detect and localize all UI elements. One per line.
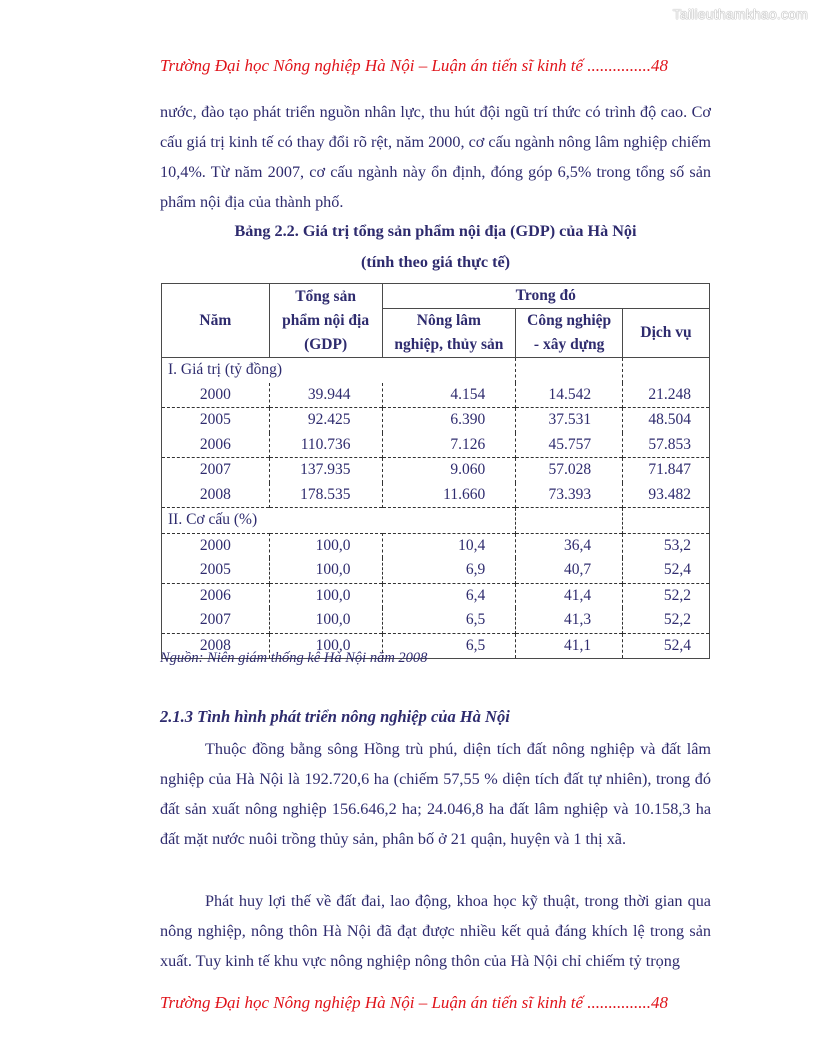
table-source: Nguồn: Niên giám thống kê Hà Nội năm 2008	[160, 650, 428, 666]
section-heading: 2.1.3 Tình hình phát triển nông nghiệp của Hà Nội	[160, 707, 510, 726]
paragraph-achievements: Phát huy lợi thế về đất đai, lao động, khoa học kỹ thuật, trong thời gian qua nông nghiệp, nông thôn Hà Nội đã đạt được nhiều kết quả đáng khích lệ trong sản xuất. Tuy kinh tế khu vực nông nghiệp nông thôn của Hà Nội chỉ chiếm tỷ trọng	[160, 892, 711, 970]
table-row: 2008 178.535 11.660 73.393 93.482	[162, 483, 710, 508]
table-row: 2005 100,0 6,9 40,7 52,4	[162, 558, 710, 583]
header-agriculture: Nông lâm nghiệp, thủy sản	[382, 309, 516, 358]
table-row: 2007 100,0 6,5 41,3 52,2	[162, 608, 710, 633]
paragraph-land: Thuộc đồng bằng sông Hồng trù phú, diện tích đất nông nghiệp và đất lâm nghiệp của Hà Nội là 192.720,6 ha (chiếm 57,55 % diện tích đất tự nhiên), trong đó đất sản xuất nông nghiệp 156.646,2 ha; 24.046,8 ha đất lâm nghiệp và 10.158,3 ha đất mặt nước nuôi trồng thủy sản, phân bố ở 21 quận, huyện và 1 thị xã.	[160, 740, 711, 848]
section-row-structure: II. Cơ cấu (%)	[162, 508, 710, 534]
table-caption: Bảng 2.2. Giá trị tổng sản phẩm nội địa (GDP) của Hà Nội	[234, 222, 637, 240]
table-row: 2000 39.944 4.154 14.542 21.248	[162, 383, 710, 408]
table-row: 2005 92.425 6.390 37.531 48.504	[162, 408, 710, 433]
paragraph-intro: nước, đào tạo phát triển nguồn nhân lực, thu hút đội ngũ trí thức có trình độ cao. Cơ cấu giá trị kinh tế có thay đổi rõ rệt, năm 2000, cơ cấu ngành nông lâm nghiệp chiếm 10,4%. Từ năm 2007, cơ cấu ngành này ổn định, đóng góp 6,5% trong tổng số sản phẩm nội địa của thành phố.	[160, 103, 711, 211]
page-header: Trường Đại học Nông nghiệp Hà Nội – Luận án tiến sĩ kinh tế ...............48	[160, 56, 669, 75]
table-row: 2006 100,0 6,4 41,4 52,2	[162, 583, 710, 608]
header-year: Năm	[162, 284, 270, 358]
header-group: Trong đó	[382, 284, 709, 309]
table-row: 2000 100,0 10,4 36,4 53,2	[162, 533, 710, 558]
table-row: 2007 137.935 9.060 57.028 71.847	[162, 458, 710, 483]
header-service: Dịch vụ	[623, 309, 710, 358]
header-industry: Công nghiệp - xây dựng	[516, 309, 623, 358]
watermark: Tailieuthamkhao.com	[672, 6, 808, 22]
page-footer: Trường Đại học Nông nghiệp Hà Nội – Luận án tiến sĩ kinh tế ...............48	[160, 993, 669, 1012]
table-row: 2008 100,0 6,5 41,1 52,4	[162, 633, 710, 659]
table-caption-subtitle: (tính theo giá thực tế)	[360, 253, 511, 271]
section-row-value: I. Giá trị (tỷ đồng)	[162, 358, 710, 383]
table-row: 2006 110.736 7.126 45.757 57.853	[162, 433, 710, 458]
gdp-table	[161, 283, 710, 659]
header-gdp: Tổng sản phẩm nội địa (GDP)	[269, 284, 382, 358]
